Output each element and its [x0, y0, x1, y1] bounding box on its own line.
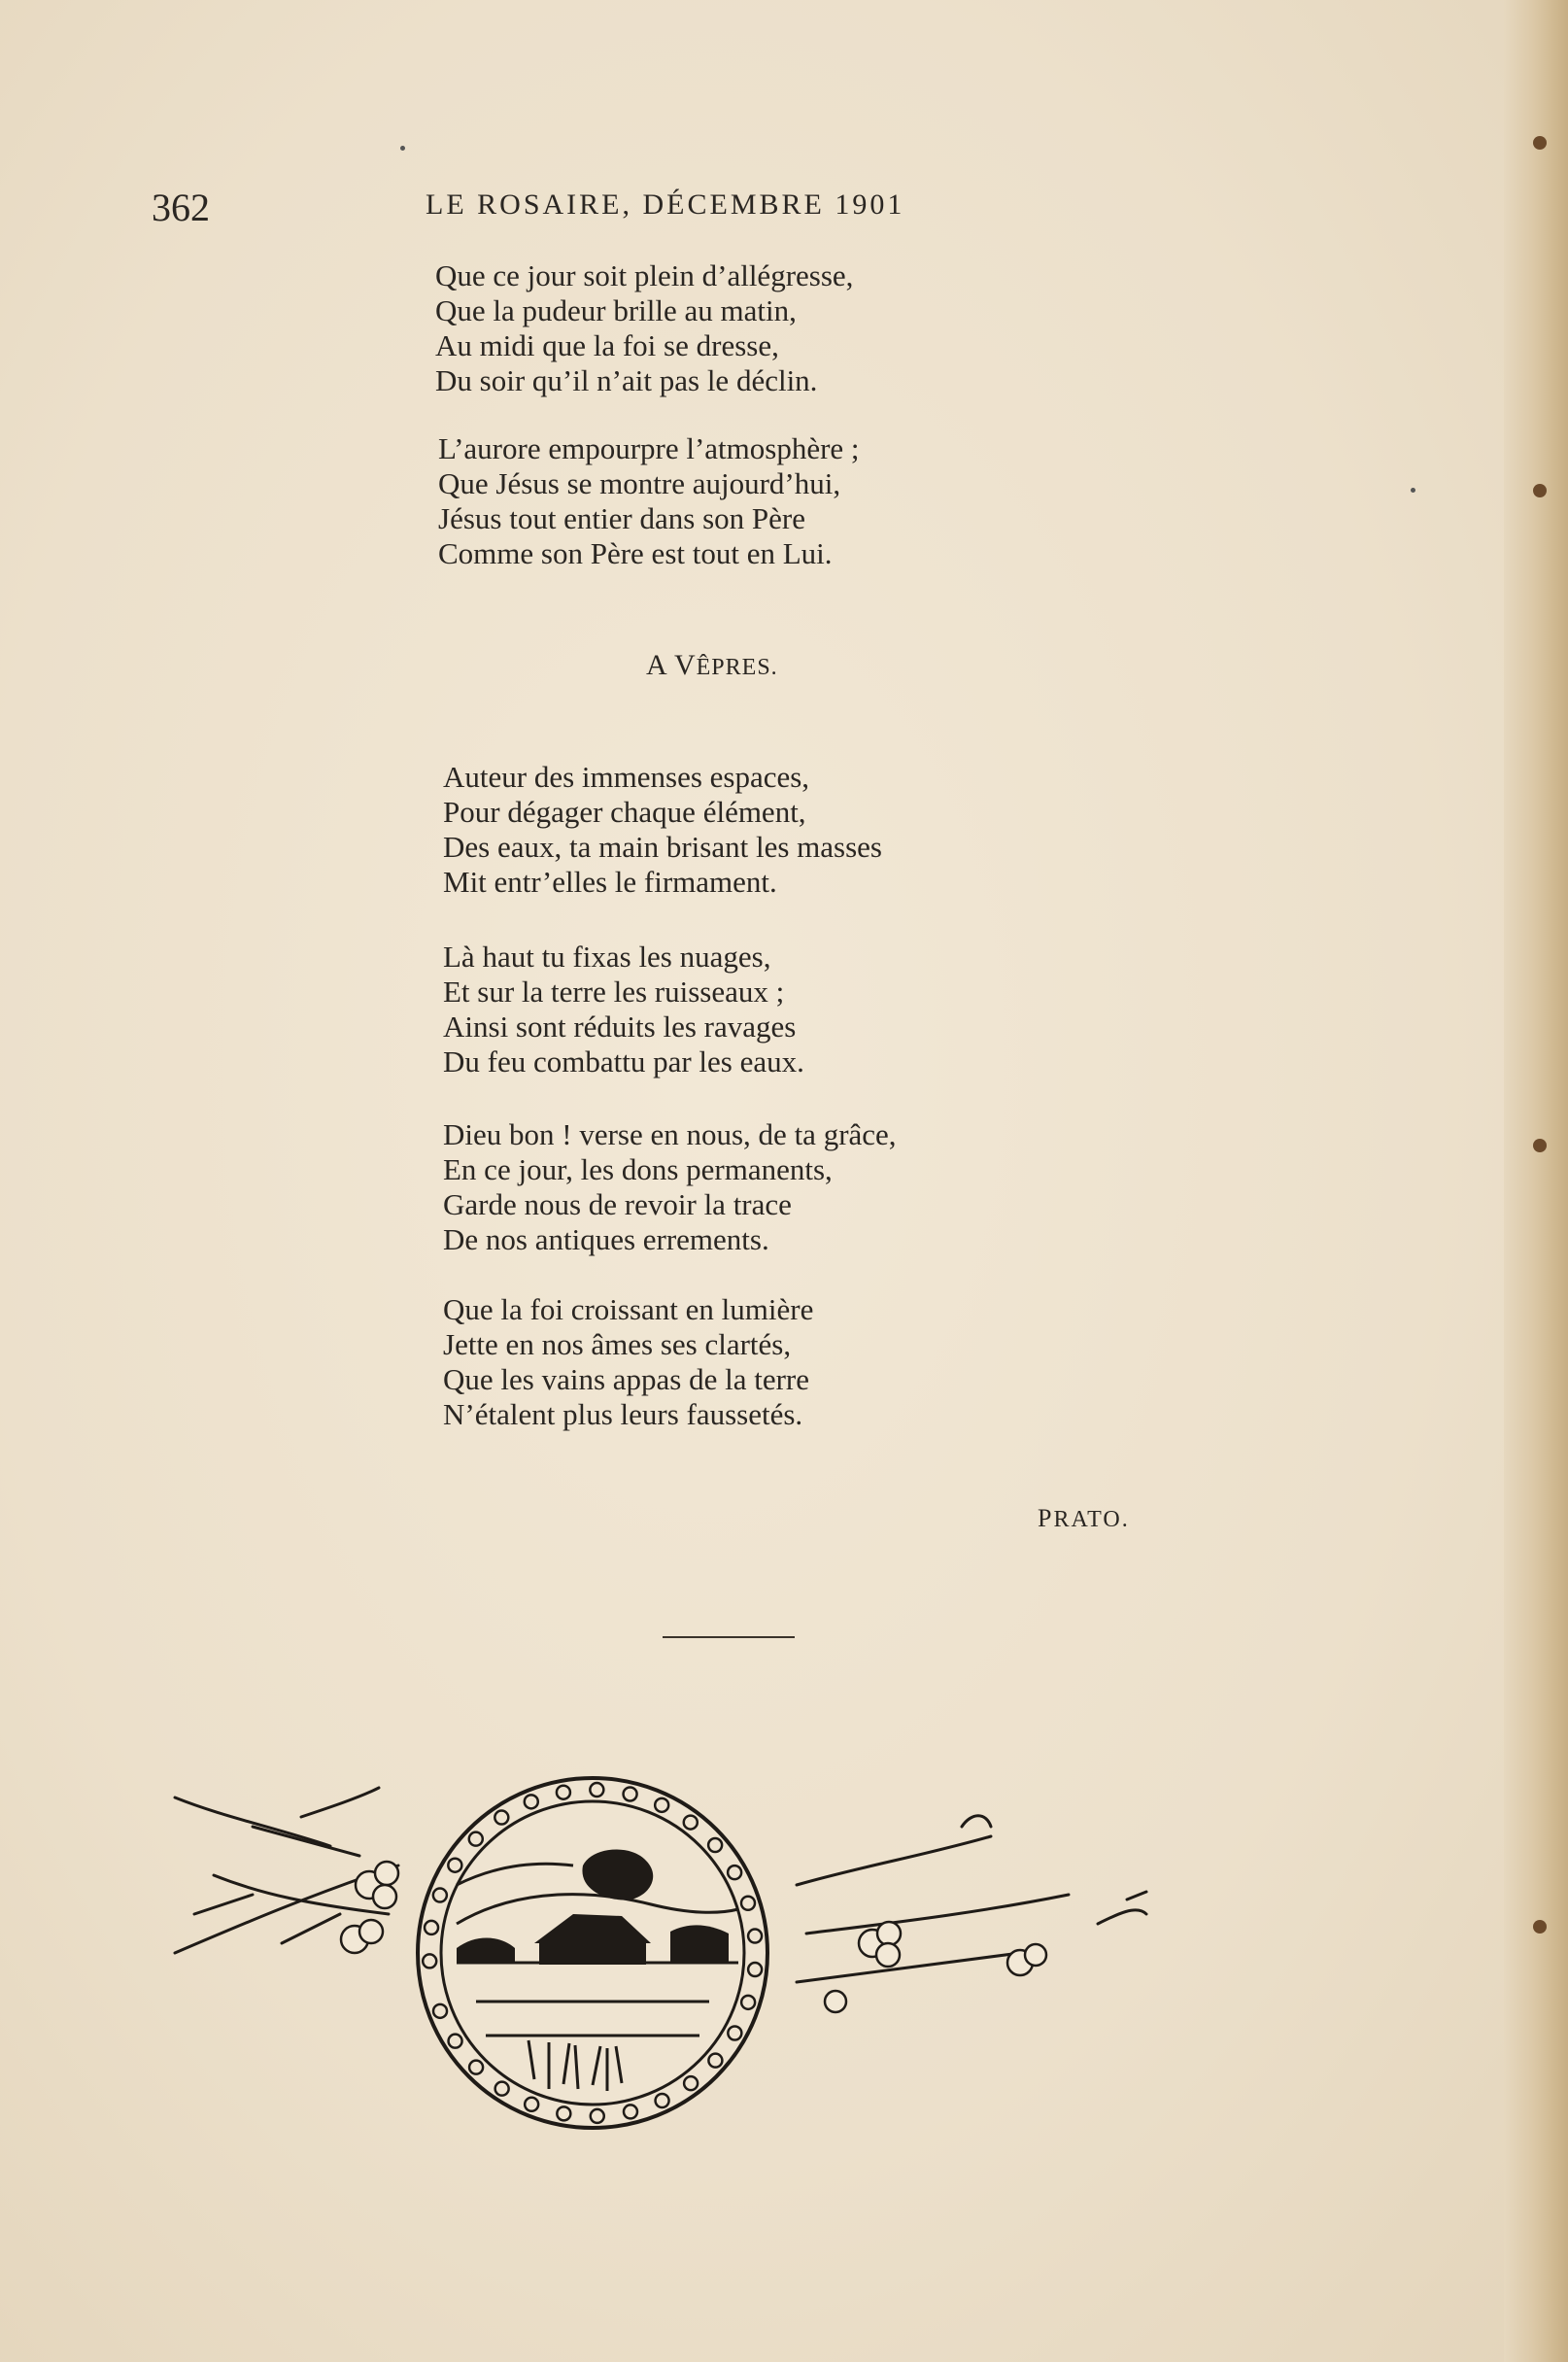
poem-stanza: [443, 940, 804, 1079]
frame-bead: [684, 1816, 698, 1830]
poem-line: De nos antiques errements.: [443, 1222, 769, 1256]
poem-line: En ce jour, les dons permanents,: [443, 1152, 833, 1186]
poem-line: Mit entr’elles le firmament.: [443, 865, 777, 899]
poem-line: Que les vains appas de la terre: [443, 1362, 810, 1396]
poem-line: Que ce jour soit plein d’allégresse,: [435, 258, 854, 292]
section-title: [646, 649, 778, 682]
page-edge: [1504, 0, 1568, 2362]
frame-bead: [448, 1859, 461, 1872]
frame-bead: [741, 1996, 755, 2009]
poem-line: Et sur la terre les ruisseaux ;: [443, 975, 785, 1009]
frame-bead: [655, 1798, 668, 1812]
poem-stanza: [443, 760, 882, 900]
section-title-rest: ÊPRES.: [696, 655, 778, 680]
edge-mark: [1533, 1139, 1547, 1152]
poem-line: L’aurore empourpre l’atmosphère ;: [438, 431, 860, 465]
frame-bead: [624, 2105, 637, 2118]
poem-stanza: [435, 258, 853, 398]
frame-bead: [708, 2054, 722, 2068]
poem-line: Du soir qu’il n’ait pas le déclin.: [435, 363, 818, 397]
signature-rest: RATO.: [1053, 1507, 1130, 1532]
page-header: [146, 185, 1020, 233]
poem-line: Là haut tu fixas les nuages,: [443, 940, 771, 974]
signature-initial: P: [1038, 1504, 1054, 1532]
poem-line: Que Jésus se montre aujourd’hui,: [438, 466, 841, 500]
poem-line: Ainsi sont réduits les ravages: [443, 1010, 797, 1044]
poem-line: Au midi que la foi se dresse,: [435, 328, 779, 362]
author-signature: [1038, 1504, 1130, 1533]
poem-stanza: [443, 1117, 897, 1257]
poem-line: Pour dégager chaque élément,: [443, 795, 806, 829]
frame-bead: [741, 1897, 755, 1910]
frame-bead: [433, 1889, 447, 1902]
frame-bead: [684, 2076, 698, 2090]
poem-stanza: [443, 1292, 813, 1432]
edge-mark: [1533, 484, 1547, 497]
poem-line: Du feu combattu par les eaux.: [443, 1044, 804, 1078]
poem-line: Des eaux, ta main brisant les masses: [443, 830, 882, 864]
poem-line: Jette en nos âmes ses clartés,: [443, 1327, 792, 1361]
page-number: 362: [152, 186, 210, 229]
frame-bead: [469, 2061, 483, 2074]
poem-line: Auteur des immenses espaces,: [443, 760, 810, 794]
section-title-prefix: A V: [646, 649, 697, 681]
edge-mark: [1533, 136, 1547, 150]
poem-line: Dieu bon ! verse en nous, de ta grâce,: [443, 1117, 897, 1151]
frame-bead: [495, 2082, 509, 2096]
running-title: LE ROSAIRE, DÉCEMBRE 1901: [426, 188, 905, 221]
frame-bead: [449, 2035, 462, 2048]
frame-bead: [423, 1954, 436, 1968]
frame-bead: [525, 2098, 538, 2111]
frame-bead: [624, 1787, 637, 1800]
speck: [400, 146, 405, 151]
poem-line: Garde nous de revoir la trace: [443, 1187, 792, 1221]
section-rule: [663, 1636, 795, 1638]
frame-bead: [590, 1783, 603, 1797]
poem-line: Jésus tout entier dans son Père: [438, 501, 805, 535]
frame-bead: [728, 1866, 741, 1879]
poem-line: Que la pudeur brille au matin,: [435, 293, 797, 327]
edge-mark: [1533, 1920, 1547, 1934]
frame-bead: [748, 1963, 762, 1976]
poem-stanza: [438, 431, 860, 571]
landscape-vignette-icon: [165, 1768, 1195, 2157]
frame-bead: [728, 2027, 741, 2040]
frame-bead: [557, 1786, 570, 1799]
frame-bead: [748, 1930, 762, 1943]
frame-bead: [425, 1921, 438, 1934]
poem-line: N’étalent plus leurs faussetés.: [443, 1397, 803, 1431]
frame-bead: [433, 2004, 447, 2018]
frame-bead: [708, 1838, 722, 1852]
poem-line: Que la foi croissant en lumière: [443, 1292, 814, 1326]
frame-bead: [469, 1832, 483, 1846]
frame-bead: [656, 2094, 669, 2107]
frame-bead: [557, 2106, 570, 2120]
poem-line: Comme son Père est tout en Lui.: [438, 536, 833, 570]
frame-bead: [591, 2109, 604, 2123]
frame-bead: [525, 1795, 538, 1808]
frame-bead: [494, 1811, 508, 1825]
speck: [1411, 488, 1415, 493]
